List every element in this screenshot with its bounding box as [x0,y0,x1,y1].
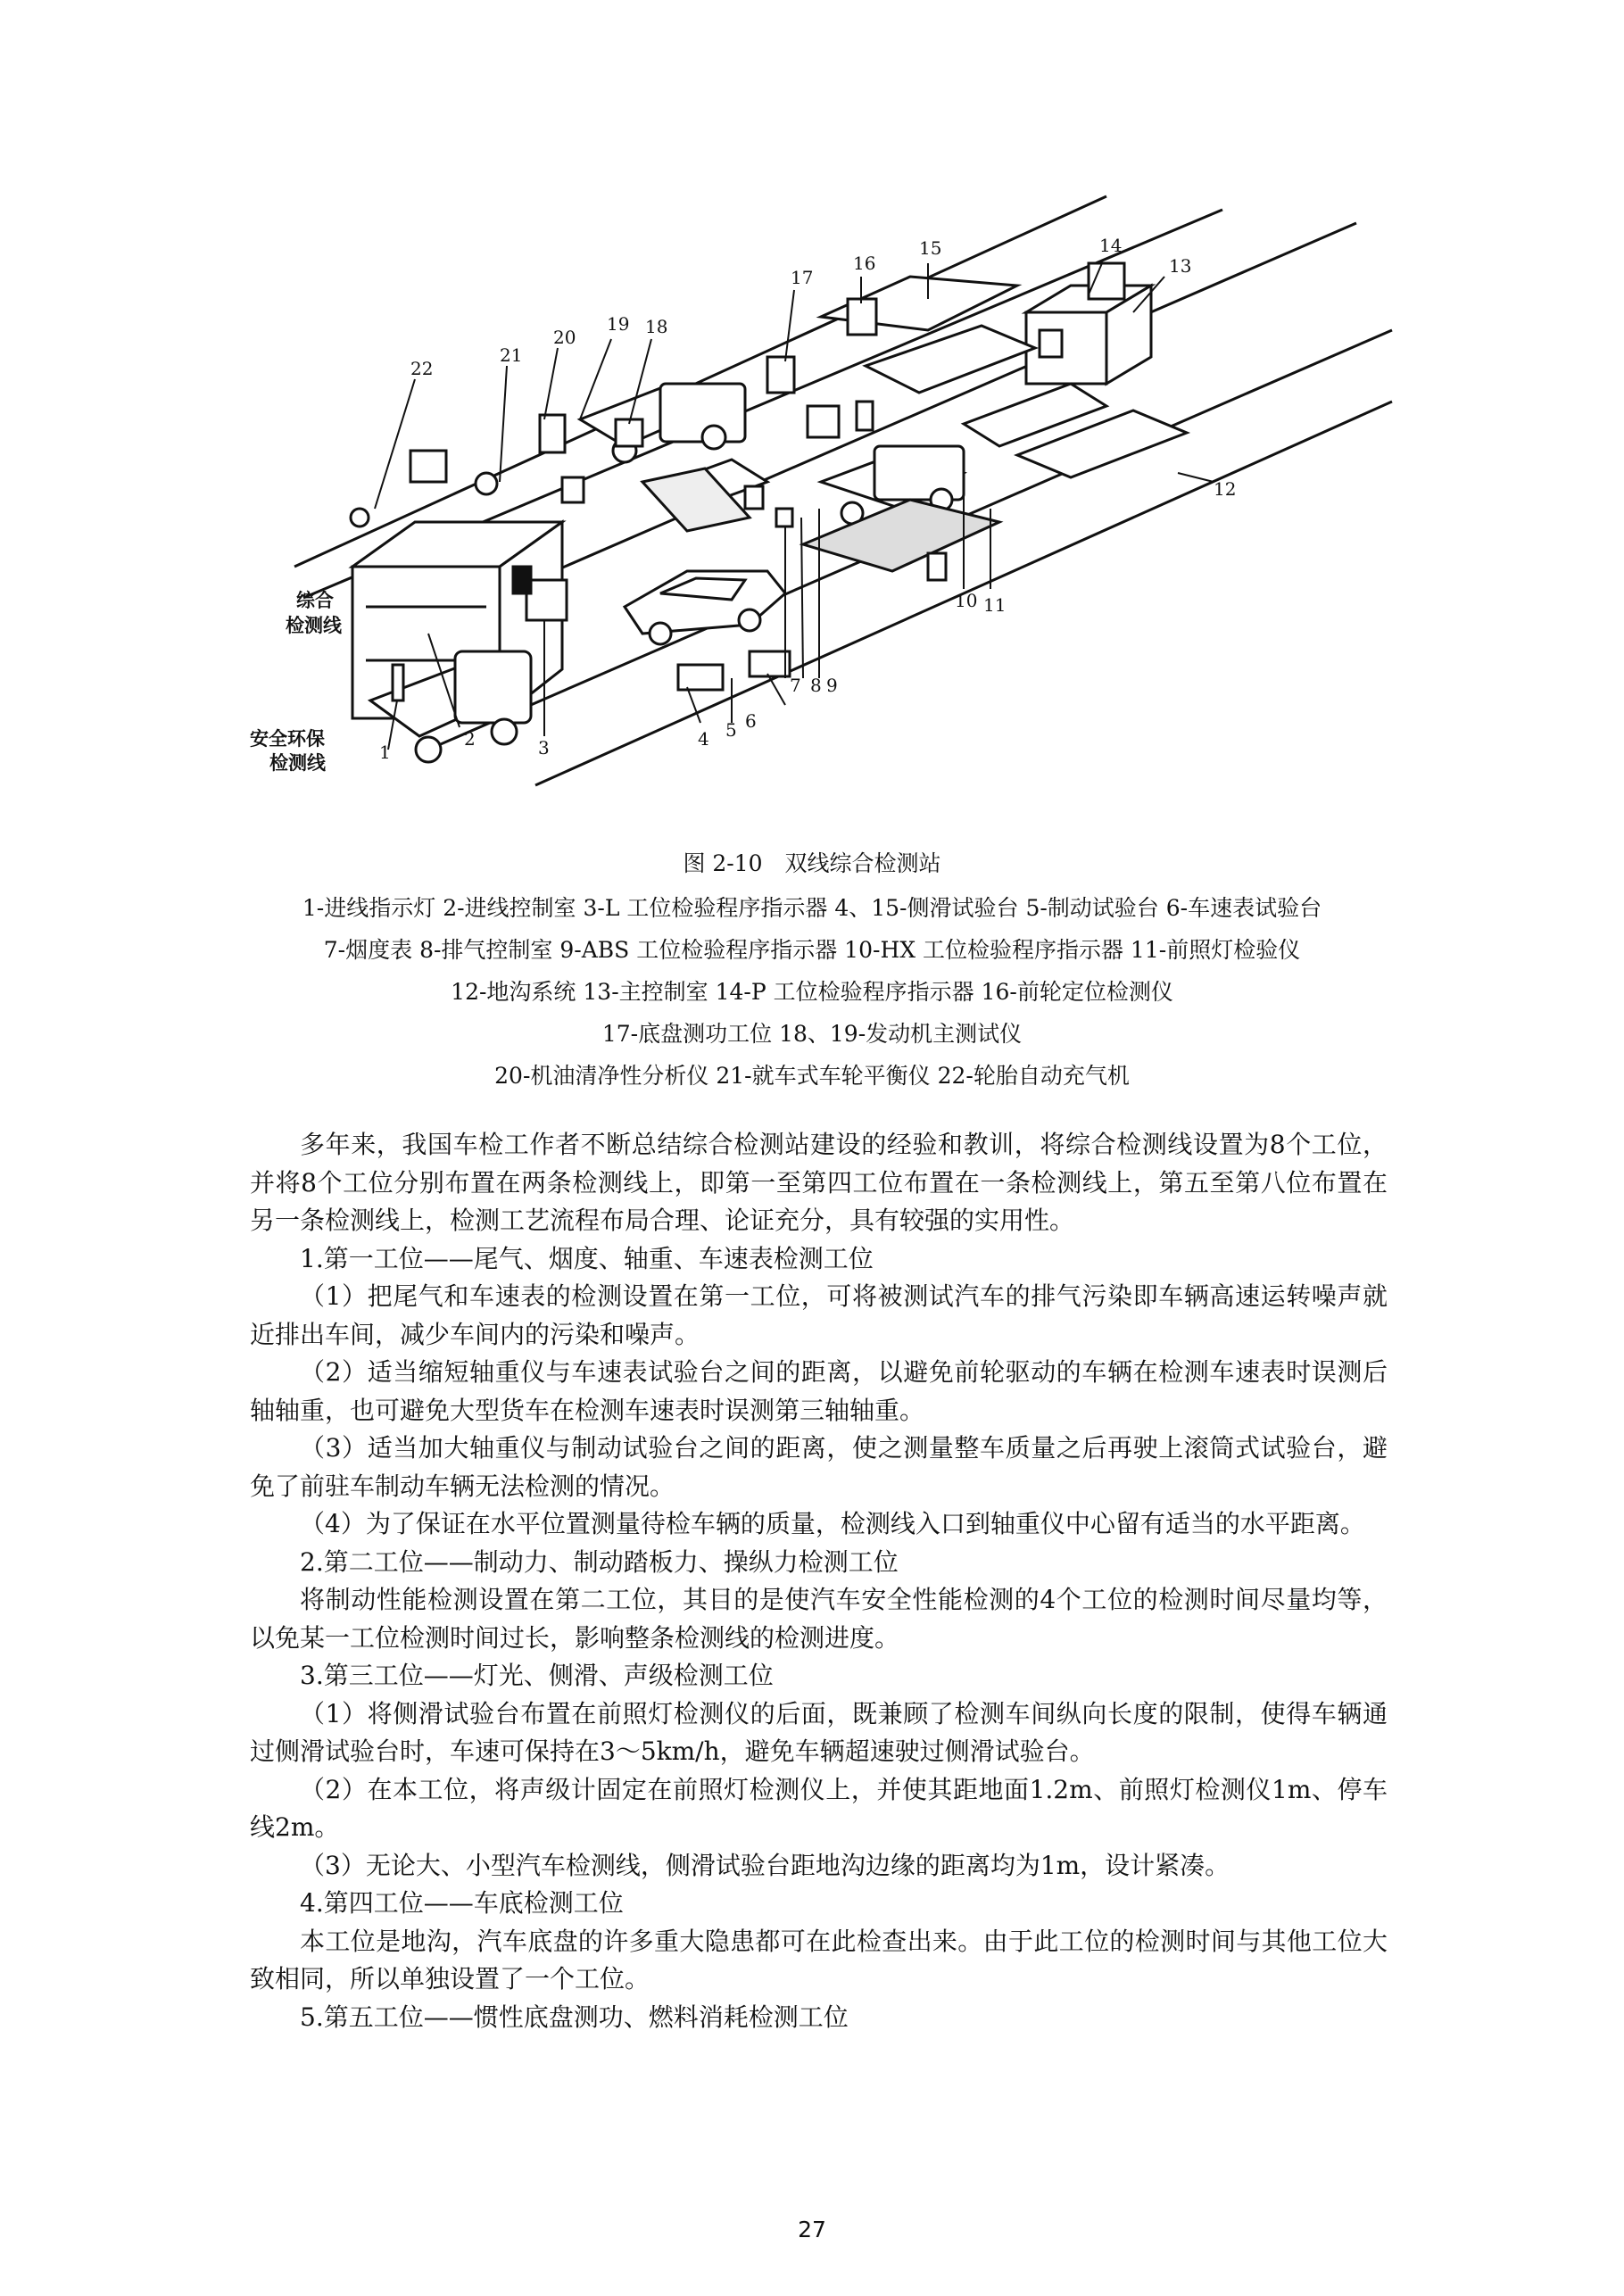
label-8: 8 [810,675,822,696]
label-15: 15 [919,237,942,259]
label-safety-line-2: 检测线 [269,752,326,774]
label-11: 11 [983,594,1007,616]
label-13: 13 [1169,255,1192,277]
figure-dual-line-test-station [250,214,1392,839]
paragraph: （3）无论大、小型汽车检测线，侧滑试验台距地沟边缘的距离均为1m，设计紧凑。 [300,1850,1230,1880]
paragraph: 本工位是地沟，汽车底盘的许多重大隐患都可在此检查出来。由于此工位的检测时间与其他工位大致相同，所以单独设置了一个工位。 [250,1926,1388,1993]
heading-station-4: 4.第四工位——车底检测工位 [300,1888,624,1918]
label-12: 12 [1214,478,1237,500]
label-2: 2 [464,728,476,750]
label-9: 9 [826,675,838,696]
pit-system [964,384,1187,477]
label-7: 7 [790,675,801,696]
label-comprehensive-line-1: 综合 [296,590,334,611]
body-text [250,1126,1388,2036]
van-lower-line [803,446,999,571]
paragraph: （1）将侧滑试验台布置在前照灯检测仪的后面，既兼顾了检测车间纵向长度的限制，使得车辆通过侧滑试验台时，车速可保持在3～5km/h，避免车辆超速驶过侧滑试验台。 [250,1698,1388,1766]
label-safety-line-1: 安全环保 [250,728,325,750]
legend-line-3: 12-地沟系统 13-主控制室 14-P 工位检验程序指示器 16-前轮定位检测仪 [451,979,1173,1005]
label-3: 3 [538,737,550,758]
station-illustration [250,214,1392,839]
label-20: 20 [553,327,576,348]
label-19: 19 [607,313,630,335]
paragraph: （2）在本工位，将声级计固定在前照灯检测仪上，并使其距地面1.2m、前照灯检测仪1m、停车线2m。 [250,1774,1388,1842]
paragraph: （3）适当加大轴重仪与制动试验台之间的距离，使之测量整车质量之后再驶上滚筒式试验台，避免了前驻车制动车辆无法检测的情况。 [250,1433,1388,1501]
label-4: 4 [698,728,709,750]
label-10: 10 [955,590,978,611]
page-number: 27 [798,2217,826,2242]
paragraph: （1）把尾气和车速表的检测设置在第一工位，可将被测试汽车的排气污染即车辆高速运转噪声就近排出车间，减少车间内的污染和噪声。 [250,1281,1388,1349]
label-5: 5 [725,719,737,741]
heading-station-5: 5.第五工位——惯性底盘测功、燃料消耗检测工位 [300,2002,849,2032]
label-6: 6 [745,710,757,732]
paragraph: 将制动性能检测设置在第二工位，其目的是使汽车安全性能检测的4个工位的检测时间尽量均等，以免某一工位检测时间过长，影响整条检测线的检测进度。 [250,1585,1388,1653]
label-14: 14 [1099,235,1123,256]
label-21: 21 [500,344,523,366]
car-lower-line [625,571,785,644]
figure-caption: 图 2-10 双线综合检测站 [683,850,941,876]
label-17: 17 [791,267,814,288]
label-1: 1 [379,742,391,763]
paragraph-intro: 多年来，我国车检工作者不断总结综合检测站建设的经验和教训，将综合检测线设置为8个工位，并将8个工位分别布置在两条检测线上，即第一至第四工位布置在一条检测线上，第五至第八位布置在另一条检测线上，检测工艺流程布局合理、论证充分，具有较强的实用性。 [250,1130,1388,1235]
heading-station-1: 1.第一工位——尾气、烟度、轴重、车速表检测工位 [300,1243,874,1273]
label-22: 22 [410,358,434,379]
heading-station-3: 3.第三工位——灯光、侧滑、声级检测工位 [300,1661,774,1690]
legend-line-1: 1-进线指示灯 2-进线控制室 3-L 工位检验程序指示器 4、15-侧滑试验台 5-制动试验台 6-车速表试验台 [302,895,1322,921]
label-18: 18 [645,316,668,337]
legend-line-4: 17-底盘测功工位 18、19-发动机主测试仪 [601,1021,1023,1047]
label-16: 16 [853,253,876,274]
paragraph: （4）为了保证在水平位置测量待检车辆的质量，检测线入口到轴重仪中心留有适当的水平距离。 [300,1509,1365,1538]
label-comprehensive-line-2: 检测线 [286,615,342,636]
legend-line-2: 7-烟度表 8-排气控制室 9-ABS 工位检验程序指示器 10-HX 工位检验程序指示器 11-前照灯检验仪 [323,937,1301,963]
paragraph: （2）适当缩短轴重仪与车速表试验台之间的距离，以避免前轮驱动的车辆在检测车速表时误测后轴轴重，也可避免大型货车在检测车速表时误测第三轴轴重。 [250,1357,1388,1425]
heading-station-2: 2.第二工位——制动力、制动踏板力、操纵力检测工位 [300,1546,899,1577]
legend-line-5: 20-机油清净性分析仪 21-就车式车轮平衡仪 22-轮胎自动充气机 [494,1063,1130,1089]
